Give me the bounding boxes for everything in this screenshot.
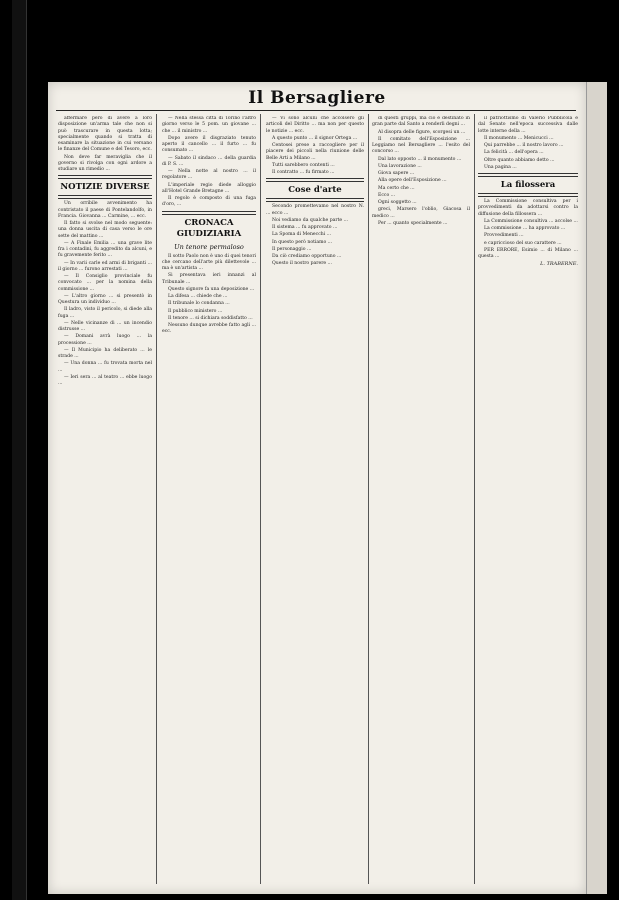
section-rule (478, 173, 578, 177)
article-text: — Una donna ... fu trovata morta nel ... (58, 361, 152, 373)
article-text: di questi gruppi, ma ciò è destinato in gran parte dal Santo a renderli degni ... (372, 116, 470, 128)
article-text: Dal lato opposto ... il monumento ... (378, 156, 462, 162)
column-divider (368, 114, 369, 884)
section-rule (266, 198, 364, 202)
section-title-arte: Cose d'arte (288, 185, 342, 196)
article-text: La felicità ... dell'opera ... (484, 150, 544, 156)
scan-top-band (40, 0, 619, 80)
masthead-title: Il Bersagliere (248, 88, 386, 108)
article-text: Alla opere dell'Esposizione ... (378, 178, 447, 184)
article-text: Noi vediamo da qualche parte ... (272, 217, 348, 223)
article-text: Il ladro, visto il pericolo, si diede alla fuga ... (58, 307, 152, 319)
article-text: Provvedimenti ... (484, 233, 524, 239)
section-rule (478, 193, 578, 197)
article-text: Questo signore fa una deposizione ... (168, 286, 255, 292)
article-text: Al disopra delle figure, scorgesi un ... (378, 129, 466, 135)
article-text: il patriottismo di Valerio Pubblicola e dal Senato nell'epoca successiva dalle lotte interne della ... (478, 116, 578, 134)
column-divider (260, 114, 261, 884)
article-text: La Spoma di Menecchi ... (272, 232, 332, 238)
section-title-filossera: La filossera (500, 180, 556, 190)
article-text: Il sotto Paolo non è uno di quei tenori che cercano dell'arte più dilettevole ... ma è un'artista ... (162, 253, 256, 271)
article-text: PER ERRORE, Esimio ... di Milano ... questa ... (478, 247, 578, 259)
article-text: — Vi sono alcuni che accolsero gli articoli del Diritto ... ma non per questo le notizie ... ecc. (266, 116, 364, 134)
article-text: Il comitato dell'Esposizione ... Leggiamo nel Bersagliere ... l'esito del concorso ... (372, 136, 470, 155)
article-text: Ecco ... (378, 192, 396, 198)
article-text: Il monumento ... Menicucci ... (484, 135, 554, 141)
article-text: Per ... quanto specialmente ... (378, 220, 448, 226)
section-title-cronaca: CRONACA GIUDIZIARIA (176, 217, 242, 239)
article-text: Non deve far meraviglia che il governo si rivolga con ogni ardore a studiare un rimedio ... (58, 154, 152, 172)
article-text: Si presentava ieri innanzi al Tribunale ... (162, 273, 256, 285)
article-text: — Nella notte al nostro ... il regolatore ... (162, 169, 256, 181)
article-text: Una pagina ... (484, 164, 517, 170)
article-text: — Il Municipio ha deliberato ... le strade ... (58, 347, 152, 359)
page-right-edge (586, 82, 607, 894)
article-text: — A Finale Emilia ... una grave lite fra i contadini, fu aggredito da alcuni, e fu gravemente ferito ... (58, 240, 152, 259)
article-text: greci, Marsero l'oblio, Giacosa il medico ... (372, 207, 470, 219)
article-text: A questo punto ... il signor Ortega ... (272, 135, 358, 141)
section-rule (162, 211, 256, 215)
masthead-rule (56, 110, 576, 111)
article-text: Qui parrebbe ... il nostro lavoro ... (484, 143, 564, 148)
article-text: La Commissione consultiva ... accolse ... (484, 218, 578, 224)
article-text: — L'altro giorno ... si presentò in Questura un individuo ... (58, 293, 152, 305)
article-text: Il contratto ... fu firmato ... (272, 170, 335, 175)
article-text: Una lavorazione ... (378, 163, 422, 169)
article-text: Il tribunale lo condanna ... (168, 301, 230, 307)
article-signature: L. TRABERNE. (540, 261, 578, 268)
article-text: Il sistema ... fu approvato ... (272, 225, 338, 230)
article-text: Il pubblico ministero ... (168, 308, 223, 314)
section-title-notizie: NOTIZIE DIVERSE (60, 182, 150, 193)
article-text: — Nella stessa città di Torino l'altro giorno verso le 5 pom. un giovane ... che ... il ministro ... (162, 116, 256, 134)
article-text: — Sabato il sindaco ... della guardia di P. S. ... (162, 155, 256, 167)
article-text: La commissione ... ha approvato ... (484, 226, 566, 231)
column-3 (266, 116, 364, 878)
article-text: Da ciò crediamo opportuno ... (272, 254, 342, 259)
article-text: Ma certo che ... (378, 185, 415, 191)
article-text: Oltre quanto abbiamo detto ... (484, 157, 555, 163)
article-text: — Nelle vicinanze di ... un incendio distrusse ... (58, 320, 152, 332)
column-5 (478, 116, 578, 878)
article-text: e capriccioso del suo carattere ... (484, 240, 562, 246)
article-text: La Commissione consultiva per i provvedimenti da adottarsi contro la diffusione della fillossera ... (478, 199, 578, 217)
article-text: — Il Consiglio provinciale fu convocato ... per la nomina della commissione ... (58, 274, 152, 292)
article-text: Questo il nostro parere ... (272, 261, 332, 267)
section-subtitle: Un tenore permaloso (174, 242, 244, 251)
article-text: Ogni soggetto ... (378, 200, 417, 205)
article-text: affermare però di avere a loro disposizione un'arma tale che non si può trascurare in questa lotta; specialmente quando si tratta di esaminare la situazione in cui versano le finanze del Comune e del Tesoro, ecc. (58, 116, 152, 153)
article-text: Il tenore ... si dichiara soddisfatto ... (168, 315, 253, 321)
article-text: In questo però notiamo ... (272, 239, 333, 245)
article-text: Tutti sarebbero contenti ... (272, 162, 335, 168)
article-text: — Domani avrà luogo ... la processione ... (58, 334, 152, 346)
column-4 (372, 116, 470, 878)
column-divider (156, 114, 157, 884)
column-1 (58, 116, 152, 878)
article-text: Il regolo è composto di una fuga d'oro, ... (162, 196, 256, 208)
article-text: La difesa ... chiede che ... (168, 294, 228, 299)
article-text: Secondo promettevamo nel nostro N. ... ecco ... (266, 204, 364, 216)
scan-binding-strip (12, 0, 27, 900)
article-text: Centosei prese a raccogliere per il piacere dei piccoli nella riunione delle Belle Arti a Milano ... (266, 143, 364, 161)
article-text: Il personaggio ... (272, 246, 312, 252)
article-text: Nessuno dunque avrebbe fatto agli ... ecc. (162, 323, 256, 335)
column-2 (162, 116, 256, 878)
article-text: Il fatto si svolse nel modo seguente: una donna uscita di casa verso le ore sette del mattino ... (58, 221, 152, 239)
section-rule (266, 178, 364, 182)
article-text: Un orribile avvenimento ha contristato il paese di Pontelandolfo, in Francia. Giovanna ... Carmine, ... ecc. (58, 201, 152, 219)
section-rule (58, 195, 152, 199)
article-text: Giova sapere ... (378, 171, 415, 176)
article-text: L'imperiale regio diede alloggio all'Hotel Grande Bretagne ... (162, 182, 256, 194)
article-text: — In varii carle ed armi di briganti ... il giorno ... furono arrestati ... (58, 260, 152, 272)
article-text: — Ieri sera ... al teatro ... ebbe luogo ... (58, 374, 152, 386)
article-text: Dopo avere il disgraziato tenuto aperto il cancello ... il furto ... fu consumato ... (162, 135, 256, 154)
section-rule (58, 175, 152, 179)
column-divider (474, 114, 475, 884)
